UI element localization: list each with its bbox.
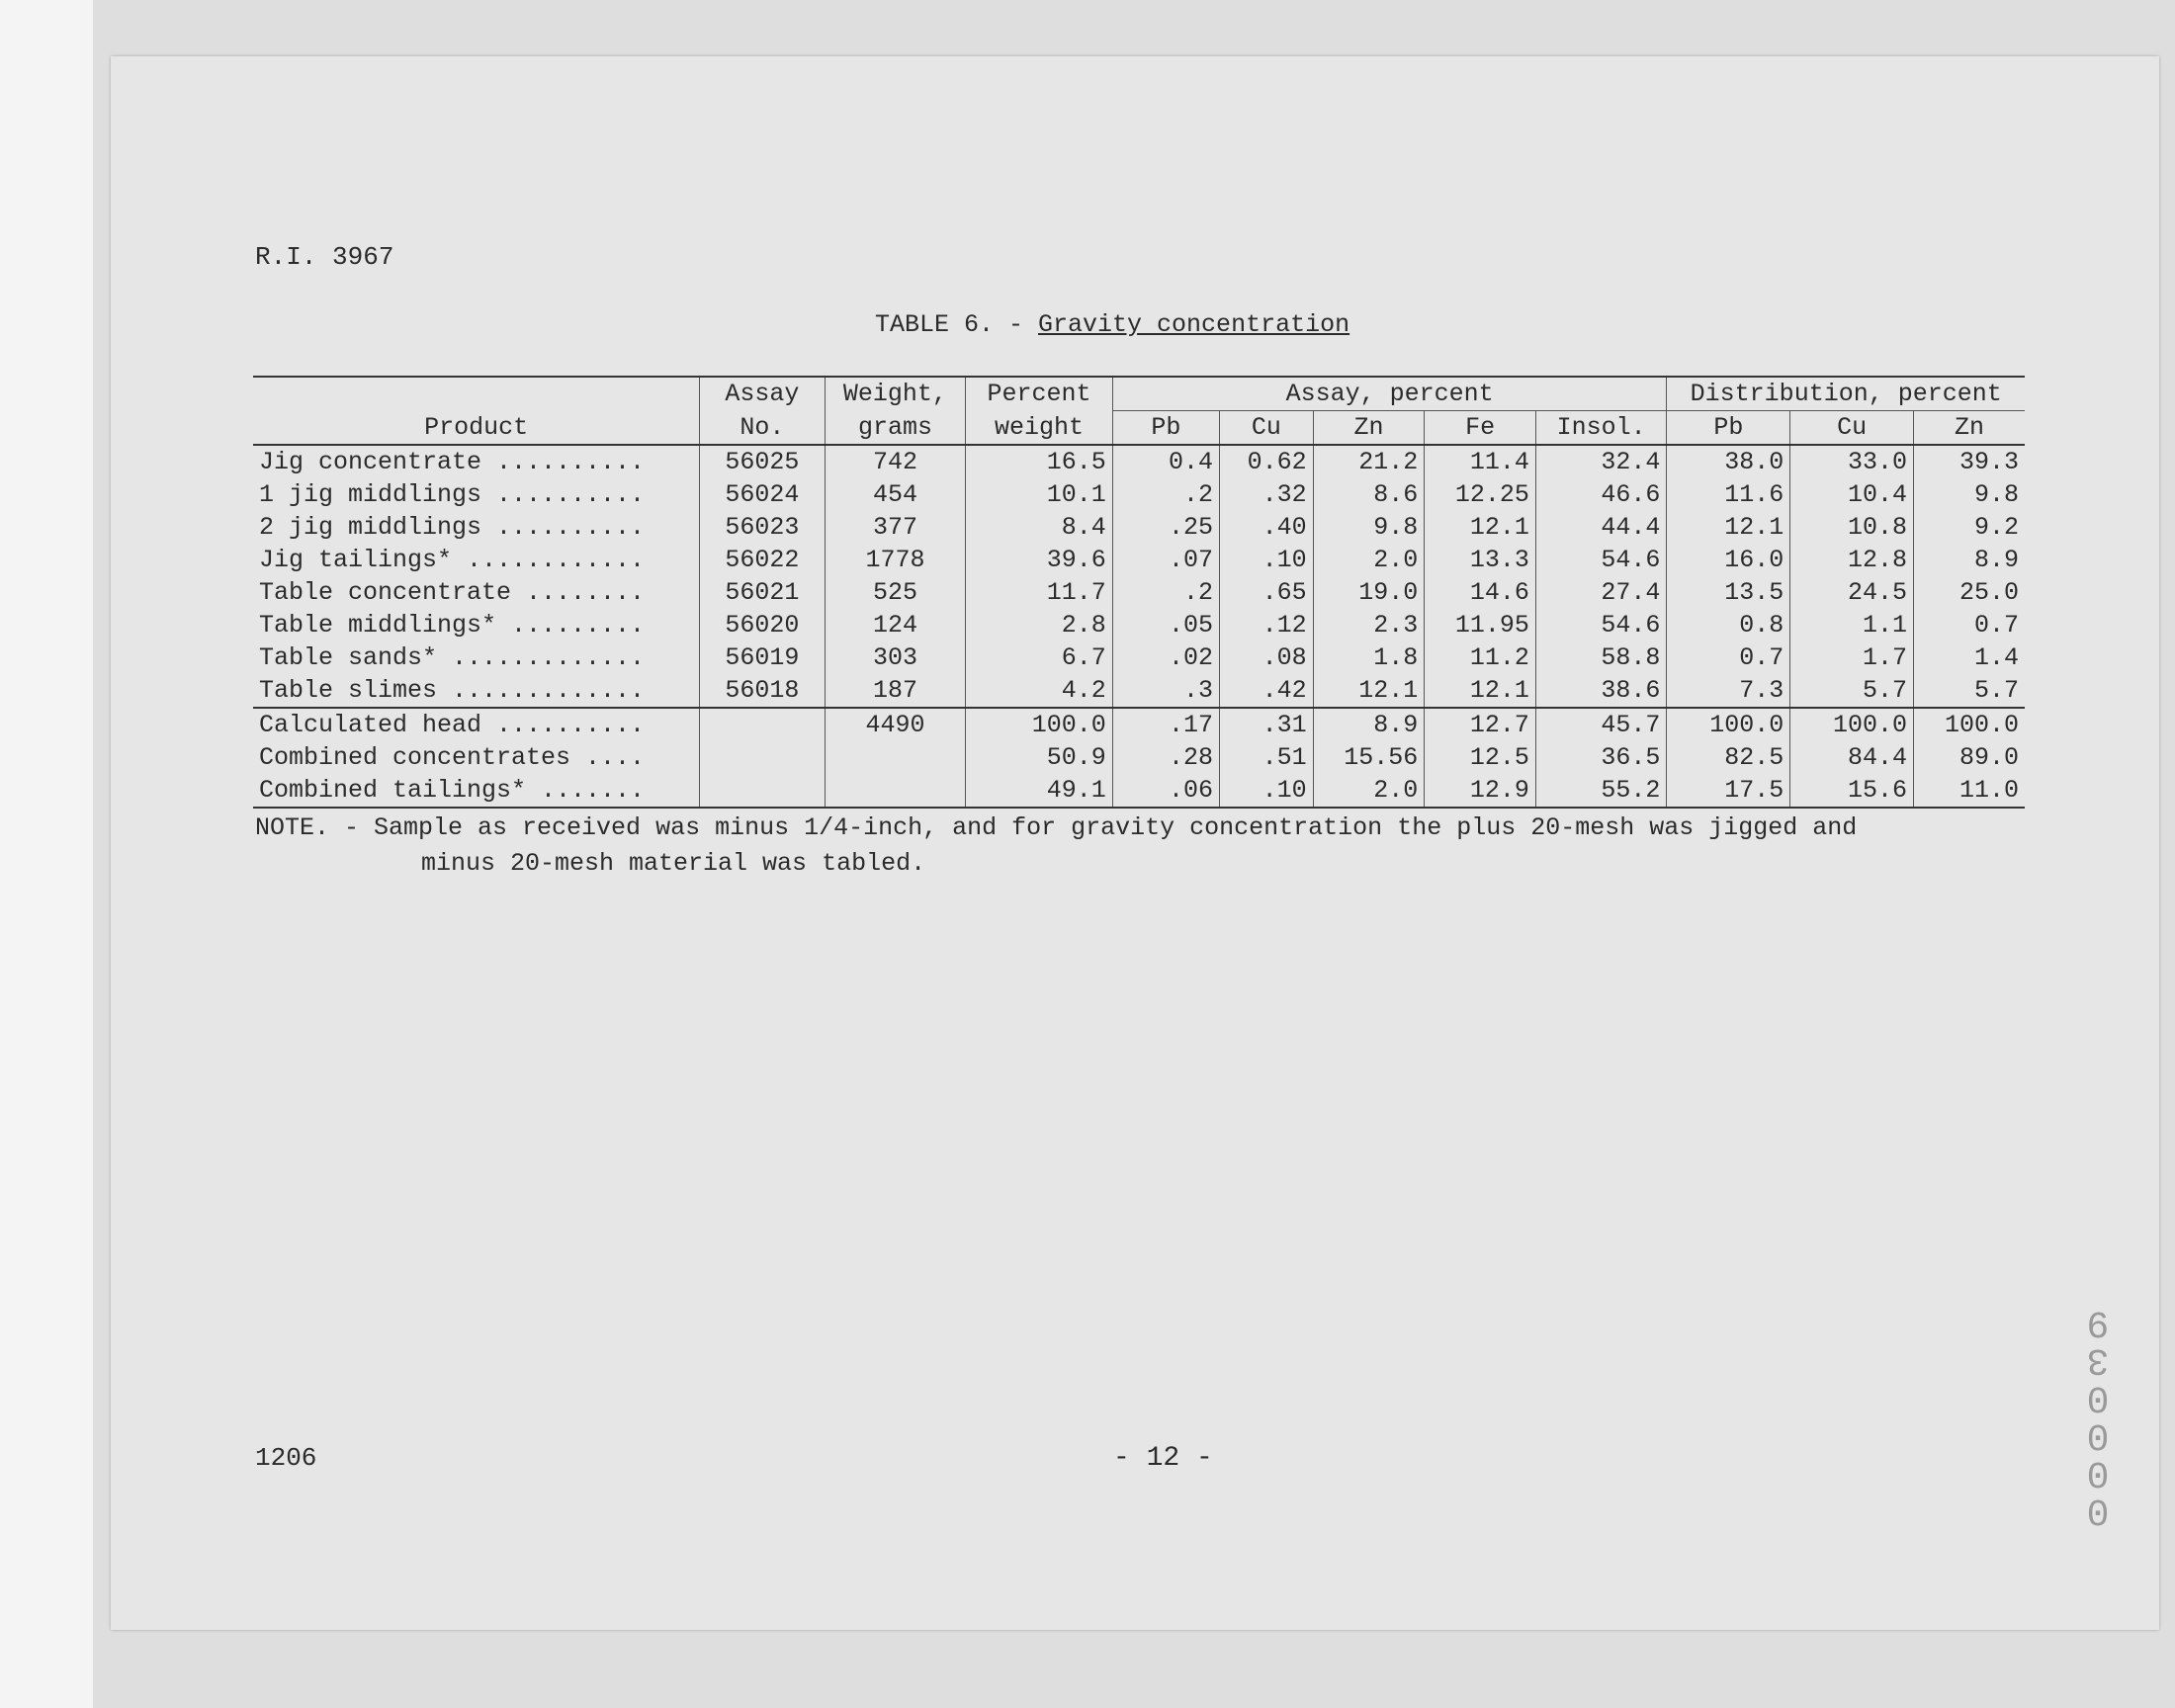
footer-left-number: 1206	[255, 1443, 317, 1473]
cell-dist-zn: 0.7	[1914, 609, 2025, 641]
table-row	[253, 609, 2025, 641]
report-id: R.I. 3967	[255, 242, 394, 272]
table-row	[253, 544, 2025, 576]
cell-product: Table sands* .............	[259, 643, 646, 672]
cell-assay-insol: 27.4	[1535, 576, 1667, 609]
cell-percent-weight: 4.2	[966, 674, 1113, 708]
col-dist-zn: Zn	[1914, 411, 2025, 446]
cell-assay-pb: .07	[1112, 544, 1219, 576]
cell-dist-cu: 10.8	[1790, 511, 1914, 544]
cell-product: 2 jig middlings ..........	[259, 513, 646, 542]
cell-weight: 124	[825, 609, 966, 641]
cell-weight: 525	[825, 576, 966, 609]
cell-weight	[825, 774, 966, 808]
cell-assay-no: 56024	[700, 478, 825, 511]
col-assay-fe: Fe	[1425, 411, 1536, 446]
table-title-prefix: TABLE 6. -	[875, 310, 1039, 339]
note-line-2: minus 20-mesh material was tabled.	[421, 849, 926, 878]
cell-dist-pb: 0.7	[1667, 641, 1790, 674]
cell-weight: 1778	[825, 544, 966, 576]
cell-dist-cu: 33.0	[1790, 445, 1914, 478]
cell-percent-weight: 39.6	[966, 544, 1113, 576]
cell-assay-pb: .17	[1112, 708, 1219, 741]
col-assay-no-line2: No.	[700, 411, 825, 446]
cell-dist-cu: 15.6	[1790, 774, 1914, 808]
cell-assay-fe: 12.1	[1425, 511, 1536, 544]
cell-percent-weight: 2.8	[966, 609, 1113, 641]
cell-assay-zn: 15.56	[1313, 741, 1425, 774]
table-row	[253, 445, 2025, 478]
table-row	[253, 774, 2025, 808]
cell-assay-no: 56023	[700, 511, 825, 544]
cell-assay-pb: .28	[1112, 741, 1219, 774]
col-percent-line1: Percent	[966, 377, 1113, 411]
cell-dist-pb: 16.0	[1667, 544, 1790, 576]
cell-product: Combined concentrates ....	[259, 743, 646, 772]
stamp-digit: 9	[2086, 1301, 2110, 1343]
cell-dist-cu: 5.7	[1790, 674, 1914, 708]
cell-dist-zn: 100.0	[1914, 708, 2025, 741]
table-row	[253, 478, 2025, 511]
cell-weight	[825, 741, 966, 774]
cell-dist-zn: 1.4	[1914, 641, 2025, 674]
page-number: - 12 -	[1113, 1443, 1213, 1474]
cell-assay-pb: .02	[1112, 641, 1219, 674]
cell-dist-zn: 25.0	[1914, 576, 2025, 609]
cell-dist-pb: 38.0	[1667, 445, 1790, 478]
cell-product: Table middlings* .........	[259, 611, 646, 640]
cell-percent-weight: 11.7	[966, 576, 1113, 609]
cell-percent-weight: 100.0	[966, 708, 1113, 741]
cell-assay-cu: .40	[1220, 511, 1314, 544]
cell-dist-pb: 13.5	[1667, 576, 1790, 609]
cell-assay-no: 56019	[700, 641, 825, 674]
col-dist-cu: Cu	[1790, 411, 1914, 446]
cell-assay-zn: 19.0	[1313, 576, 1425, 609]
cell-assay-insol: 54.6	[1535, 544, 1667, 576]
note-line-1: NOTE. - Sample as received was minus 1/4-inch, and for gravity concentration the plus 20-mesh was jigged and	[255, 813, 1858, 842]
cell-weight: 4490	[825, 708, 966, 741]
cell-assay-no: 56021	[700, 576, 825, 609]
cell-assay-cu: .32	[1220, 478, 1314, 511]
cell-assay-insol: 58.8	[1535, 641, 1667, 674]
gravity-concentration-table	[253, 376, 2025, 809]
cell-assay-no: 56018	[700, 674, 825, 708]
cell-dist-cu: 12.8	[1790, 544, 1914, 576]
cell-assay-no: 56025	[700, 445, 825, 478]
cell-product: Table concentrate ........	[259, 578, 646, 607]
cell-weight: 454	[825, 478, 966, 511]
cell-dist-zn: 5.7	[1914, 674, 2025, 708]
cell-assay-fe: 12.7	[1425, 708, 1536, 741]
cell-assay-insol: 44.4	[1535, 511, 1667, 544]
cell-assay-zn: 8.9	[1313, 708, 1425, 741]
cell-dist-zn: 39.3	[1914, 445, 2025, 478]
cell-percent-weight: 50.9	[966, 741, 1113, 774]
table-row	[253, 708, 2025, 741]
cell-assay-pb: 0.4	[1112, 445, 1219, 478]
cell-assay-zn: 21.2	[1313, 445, 1425, 478]
cell-assay-insol: 38.6	[1535, 674, 1667, 708]
cell-dist-pb: 12.1	[1667, 511, 1790, 544]
col-assay-zn: Zn	[1313, 411, 1425, 446]
col-product: Product	[253, 377, 700, 445]
cell-assay-insol: 45.7	[1535, 708, 1667, 741]
cell-assay-cu: .08	[1220, 641, 1314, 674]
cell-product: Calculated head ..........	[253, 708, 700, 741]
cell-percent-weight: 8.4	[966, 511, 1113, 544]
stamp-digit: 0	[2086, 1489, 2110, 1531]
cell-weight: 377	[825, 511, 966, 544]
cell-assay-zn: 1.8	[1313, 641, 1425, 674]
cell-assay-insol: 54.6	[1535, 609, 1667, 641]
cell-assay-insol: 46.6	[1535, 478, 1667, 511]
cell-percent-weight: 10.1	[966, 478, 1113, 511]
cell-assay-fe: 12.5	[1425, 741, 1536, 774]
cell-assay-fe: 11.2	[1425, 641, 1536, 674]
cell-dist-pb: 0.8	[1667, 609, 1790, 641]
cell-assay-cu: .12	[1220, 609, 1314, 641]
cell-assay-zn: 2.0	[1313, 544, 1425, 576]
cell-assay-pb: .3	[1112, 674, 1219, 708]
cell-assay-zn: 8.6	[1313, 478, 1425, 511]
cell-assay-no	[700, 774, 825, 808]
stamp-digit: 0	[2086, 1451, 2110, 1494]
cell-product: Jig tailings* ............	[259, 546, 646, 574]
cell-assay-fe: 11.4	[1425, 445, 1536, 478]
cell-assay-insol: 36.5	[1535, 741, 1667, 774]
cell-assay-pb: .25	[1112, 511, 1219, 544]
cell-weight: 187	[825, 674, 966, 708]
cell-assay-no: 56022	[700, 544, 825, 576]
table-note	[255, 811, 2035, 882]
cell-assay-insol: 55.2	[1535, 774, 1667, 808]
cell-assay-fe: 11.95	[1425, 609, 1536, 641]
cell-weight: 303	[825, 641, 966, 674]
col-percent-line2: weight	[966, 411, 1113, 446]
col-weight-line2: grams	[825, 411, 966, 446]
cell-assay-no: 56020	[700, 609, 825, 641]
cell-assay-insol: 32.4	[1535, 445, 1667, 478]
cell-dist-zn: 89.0	[1914, 741, 2025, 774]
cell-percent-weight: 49.1	[966, 774, 1113, 808]
stamp-digit: 3	[2086, 1338, 2110, 1381]
cell-assay-zn: 2.0	[1313, 774, 1425, 808]
cell-dist-pb: 17.5	[1667, 774, 1790, 808]
cell-product: Jig concentrate ..........	[259, 448, 646, 476]
cell-dist-pb: 11.6	[1667, 478, 1790, 511]
cell-dist-cu: 1.1	[1790, 609, 1914, 641]
cell-dist-cu: 84.4	[1790, 741, 1914, 774]
archive-stamp	[2078, 1301, 2118, 1531]
cell-assay-pb: .05	[1112, 609, 1219, 641]
cell-dist-pb: 82.5	[1667, 741, 1790, 774]
col-group-distribution: Distribution, percent	[1667, 377, 2025, 411]
cell-dist-pb: 100.0	[1667, 708, 1790, 741]
cell-dist-zn: 9.2	[1914, 511, 2025, 544]
cell-dist-zn: 11.0	[1914, 774, 2025, 808]
cell-assay-cu: .31	[1220, 708, 1314, 741]
cell-product: 1 jig middlings ..........	[259, 480, 646, 509]
stamp-digit: 0	[2086, 1376, 2110, 1418]
cell-assay-no	[700, 708, 825, 741]
cell-percent-weight: 6.7	[966, 641, 1113, 674]
table-title-main: Gravity concentration	[1038, 310, 1350, 339]
col-assay-cu: Cu	[1220, 411, 1314, 446]
col-assay-insol: Insol.	[1535, 411, 1667, 446]
cell-dist-cu: 10.4	[1790, 478, 1914, 511]
cell-product: Combined tailings* .......	[253, 774, 700, 808]
cell-dist-zn: 9.8	[1914, 478, 2025, 511]
col-dist-pb: Pb	[1667, 411, 1790, 446]
cell-assay-fe: 12.25	[1425, 478, 1536, 511]
cell-dist-pb: 7.3	[1667, 674, 1790, 708]
table-row	[253, 641, 2025, 674]
cell-assay-cu: .10	[1220, 544, 1314, 576]
scan-left-margin	[0, 0, 93, 1708]
cell-assay-zn: 12.1	[1313, 674, 1425, 708]
cell-dist-zn: 8.9	[1914, 544, 2025, 576]
cell-dist-cu: 100.0	[1790, 708, 1914, 741]
table-row	[253, 741, 2025, 774]
cell-assay-pb: .2	[1112, 478, 1219, 511]
cell-assay-zn: 9.8	[1313, 511, 1425, 544]
cell-assay-no	[700, 741, 825, 774]
table-header-row-1	[253, 377, 2025, 411]
cell-assay-zn: 2.3	[1313, 609, 1425, 641]
cell-assay-fe: 14.6	[1425, 576, 1536, 609]
table-row	[253, 511, 2025, 544]
cell-product: Table slimes .............	[259, 676, 646, 705]
cell-assay-pb: .06	[1112, 774, 1219, 808]
cell-weight: 742	[825, 445, 966, 478]
table-row	[253, 576, 2025, 609]
cell-assay-cu: .10	[1220, 774, 1314, 808]
cell-assay-cu: .42	[1220, 674, 1314, 708]
stamp-digit: 0	[2086, 1413, 2110, 1456]
table-title	[875, 310, 1349, 339]
col-group-assay: Assay, percent	[1112, 377, 1667, 411]
col-weight-line1: Weight,	[825, 377, 966, 411]
cell-dist-cu: 1.7	[1790, 641, 1914, 674]
col-assay-no-line1: Assay	[700, 377, 825, 411]
table-row	[253, 674, 2025, 708]
cell-assay-cu: 0.62	[1220, 445, 1314, 478]
cell-dist-cu: 24.5	[1790, 576, 1914, 609]
cell-assay-pb: .2	[1112, 576, 1219, 609]
cell-percent-weight: 16.5	[966, 445, 1113, 478]
cell-assay-cu: .51	[1220, 741, 1314, 774]
cell-assay-fe: 12.9	[1425, 774, 1536, 808]
cell-assay-cu: .65	[1220, 576, 1314, 609]
col-assay-pb: Pb	[1112, 411, 1219, 446]
cell-assay-fe: 12.1	[1425, 674, 1536, 708]
cell-assay-fe: 13.3	[1425, 544, 1536, 576]
